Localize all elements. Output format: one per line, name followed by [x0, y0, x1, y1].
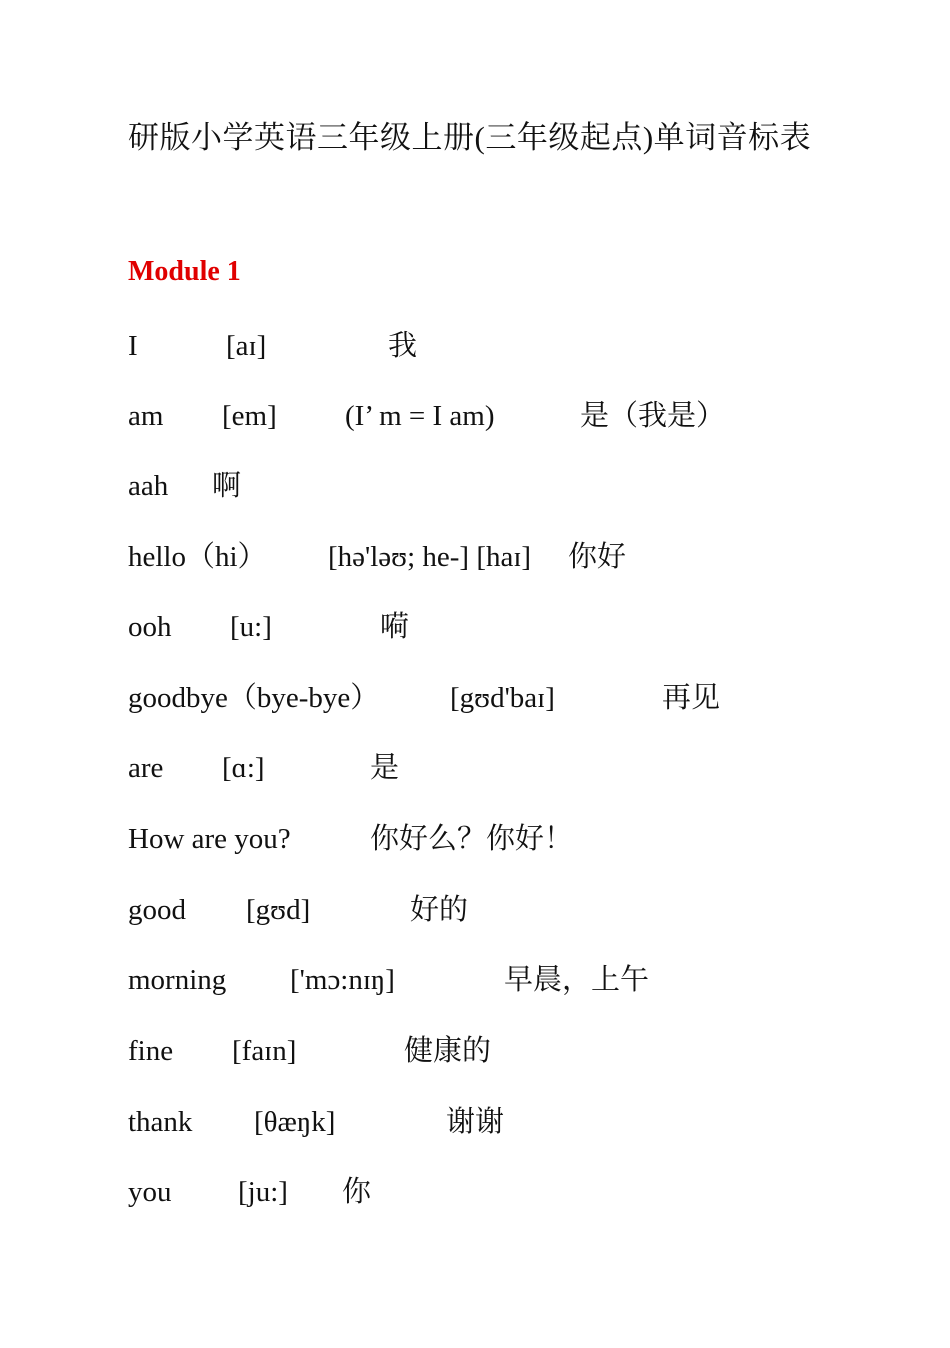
vocab-row — [0, 678, 950, 718]
vocab-word: morning — [128, 964, 227, 996]
vocab-row — [0, 890, 950, 930]
vocab-meaning: 我 — [388, 330, 418, 362]
vocab-row — [0, 819, 950, 859]
vocab-word: goodbye（bye-bye） — [128, 682, 380, 714]
vocab-meaning: 你 — [342, 1176, 372, 1208]
vocab-word: are — [128, 752, 164, 784]
vocab-row — [0, 1102, 950, 1142]
vocab-word: you — [128, 1176, 172, 1208]
vocab-phonetic: [faɪn] — [232, 1035, 297, 1067]
vocab-phonetic: [em] — [222, 400, 277, 432]
vocab-meaning: 你好么？你好！ — [370, 823, 574, 855]
vocab-phonetic: [hə'ləʊ; he-] [haɪ] — [328, 541, 532, 573]
vocab-phonetic: [gʊd'baɪ] — [450, 682, 555, 714]
vocab-row — [0, 748, 950, 788]
vocab-row — [0, 326, 950, 366]
vocab-row — [0, 466, 950, 506]
vocab-meaning: 是（我是） — [580, 400, 726, 432]
vocab-phonetic: [ju:] — [238, 1176, 288, 1208]
vocab-word: thank — [128, 1106, 193, 1138]
vocab-word: am — [128, 400, 164, 432]
vocab-meaning: 早晨，上午 — [504, 964, 650, 996]
vocab-phonetic: [ɑ:] — [222, 752, 265, 784]
vocab-word: aah — [128, 470, 169, 502]
vocab-phrase: How are you? — [128, 823, 291, 855]
vocab-word: fine — [128, 1035, 174, 1067]
vocab-word: hello（hi） — [128, 541, 267, 573]
vocab-meaning: 再见 — [662, 682, 721, 714]
vocab-meaning: 好的 — [410, 894, 469, 926]
vocab-note: (I’ m = I am) — [345, 400, 495, 432]
vocab-row — [0, 607, 950, 647]
vocab-row — [0, 537, 950, 577]
vocab-meaning: 是 — [370, 752, 400, 784]
module-heading: Module 1 — [128, 256, 241, 287]
vocab-phonetic: ['mɔ:nɪŋ] — [290, 964, 395, 996]
vocab-meaning: 谢谢 — [446, 1106, 505, 1138]
vocab-phonetic: [u:] — [230, 611, 272, 643]
vocab-meaning: 啊 — [212, 470, 242, 502]
vocab-word: I — [128, 330, 138, 362]
vocab-row — [0, 1172, 950, 1212]
vocab-row — [0, 396, 950, 436]
vocab-meaning: 健康的 — [404, 1035, 492, 1067]
vocab-phonetic: [gʊd] — [246, 894, 311, 926]
vocab-row — [0, 960, 950, 1000]
vocab-word: good — [128, 894, 186, 926]
vocab-phonetic: [θæŋk] — [254, 1106, 336, 1138]
vocab-row — [0, 1031, 950, 1071]
vocab-meaning: 你好 — [568, 541, 627, 573]
vocab-word: ooh — [128, 611, 172, 643]
vocab-meaning: 嗬 — [380, 611, 410, 643]
vocab-phonetic: [aɪ] — [226, 330, 267, 362]
page-title: 研版小学英语三年级上册(三年级起点)单词音标表 — [128, 120, 812, 155]
